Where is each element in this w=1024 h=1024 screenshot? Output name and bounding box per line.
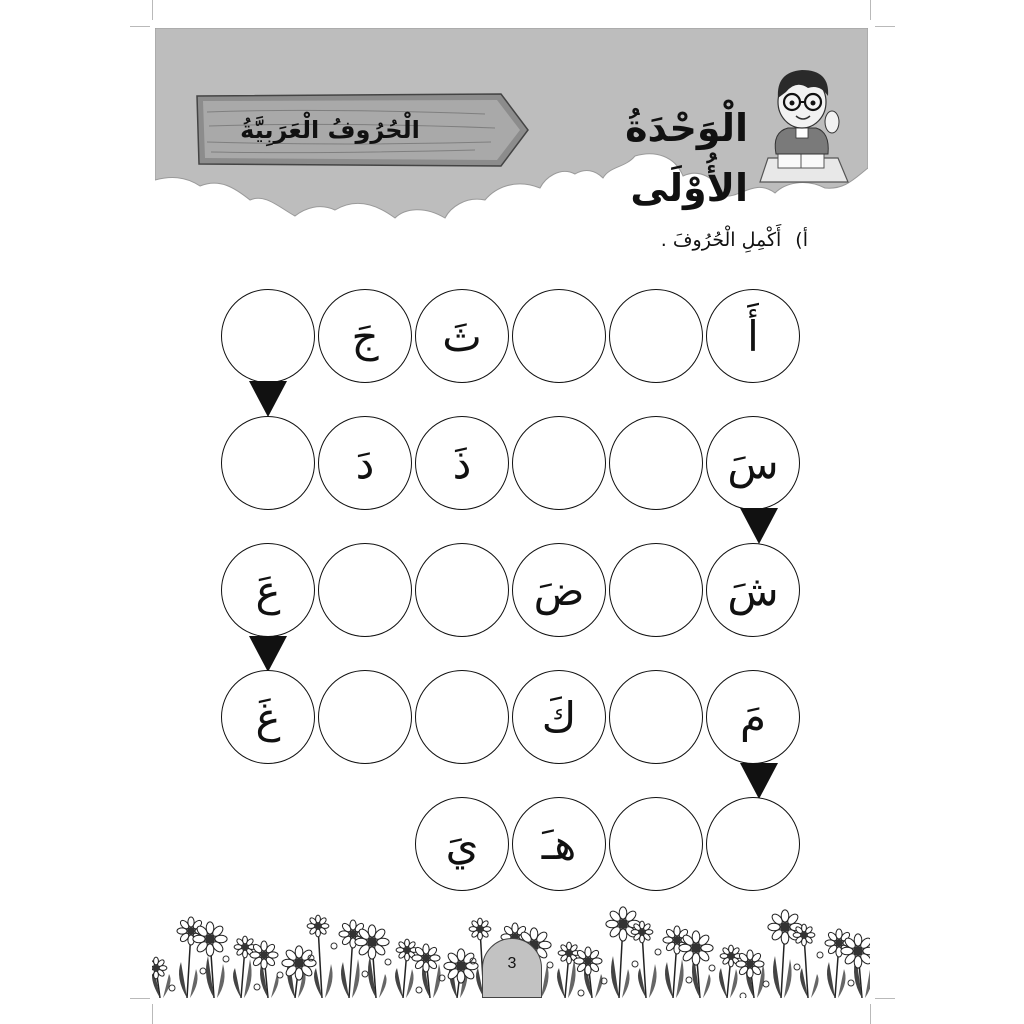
exercise-instruction-text: أَكْمِلِ الْحُرُوفَ . (660, 229, 782, 251)
crop-mark (875, 998, 895, 999)
letter-circle[interactable]: ثَ (415, 289, 509, 383)
exercise-instruction (560, 222, 808, 258)
letter-circle[interactable] (221, 289, 315, 383)
crop-mark (152, 0, 153, 20)
down-arrow-icon (740, 508, 778, 544)
down-arrow-icon (740, 763, 778, 799)
letter-circle[interactable]: هـَ (512, 797, 606, 891)
letter-circle[interactable]: دَ (318, 416, 412, 510)
letter-circle[interactable] (318, 543, 412, 637)
letter-circle[interactable]: كَ (512, 670, 606, 764)
letter-circle[interactable]: غَ (221, 670, 315, 764)
letter-circle[interactable]: جَ (318, 289, 412, 383)
letter-circle[interactable]: عَ (221, 543, 315, 637)
exercise-number: أ) (795, 229, 808, 251)
letter-circle[interactable] (512, 289, 606, 383)
unit-title: الْوَحْدَةُ الأُوْلَى (625, 106, 748, 210)
letter-circle[interactable]: ضَ (512, 543, 606, 637)
crop-mark (130, 26, 150, 27)
letter-circle[interactable] (609, 797, 703, 891)
letter-circle[interactable]: أَ (706, 289, 800, 383)
page-number: 3 (482, 938, 542, 998)
letter-circle[interactable] (609, 289, 703, 383)
letter-circle[interactable] (706, 797, 800, 891)
letter-circle[interactable] (318, 670, 412, 764)
letter-circle[interactable]: يَ (415, 797, 509, 891)
letter-circle[interactable] (609, 670, 703, 764)
crop-mark (875, 26, 895, 27)
crop-mark (870, 0, 871, 20)
letter-circle[interactable] (609, 416, 703, 510)
crop-mark (152, 1004, 153, 1024)
topic-title: الْحُرُوفُ الْعَرَبِيَّةُ (240, 116, 420, 144)
reading-boy-illustration (758, 62, 850, 186)
letter-circle[interactable] (415, 543, 509, 637)
letter-circle[interactable]: ذَ (415, 416, 509, 510)
letter-circle[interactable]: مَ (706, 670, 800, 764)
letter-circle[interactable]: شَ (706, 543, 800, 637)
letter-circle[interactable] (512, 416, 606, 510)
letter-circle[interactable]: سَ (706, 416, 800, 510)
down-arrow-icon (249, 636, 287, 672)
crop-mark (870, 1004, 871, 1024)
crop-mark (130, 998, 150, 999)
letter-circle[interactable] (609, 543, 703, 637)
letter-circle[interactable] (221, 416, 315, 510)
down-arrow-icon (249, 381, 287, 417)
letter-circle[interactable] (415, 670, 509, 764)
